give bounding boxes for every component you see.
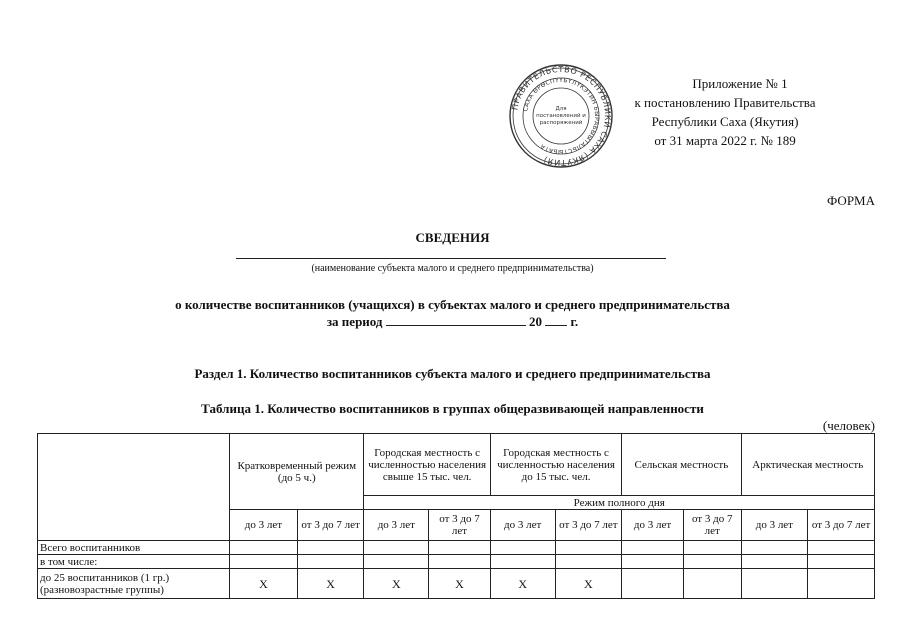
period-blank: [386, 314, 526, 326]
header-arctic: Арктическая местность: [741, 434, 874, 496]
table-cell[interactable]: [808, 569, 875, 599]
header-rural: Сельская местность: [622, 434, 741, 496]
header-urban-large: Городская местность с численностью населения свыше 15 тыс. чел.: [364, 434, 490, 496]
table-cell[interactable]: [741, 569, 808, 599]
x-mark: Х: [297, 569, 364, 599]
x-mark: Х: [230, 569, 298, 599]
year-prefix: 20: [528, 314, 542, 329]
svg-text:Для: Для: [555, 106, 567, 112]
header-age-3to7: от 3 до 7 лет: [808, 510, 875, 541]
x-mark: Х: [429, 569, 491, 599]
table-cell[interactable]: [555, 541, 622, 555]
header-age-under3: до 3 лет: [490, 510, 555, 541]
x-mark: Х: [490, 569, 555, 599]
header-short-stay: Кратковременный режим (до 5 ч.): [230, 434, 364, 510]
x-mark: Х: [555, 569, 622, 599]
table-cell[interactable]: [683, 555, 741, 569]
year-blank: [545, 314, 567, 326]
header-age-3to7: от 3 до 7 лет: [683, 510, 741, 541]
row-label-group1: до 25 воспитанников (1 гр.) (разновозрастные группы): [38, 569, 230, 599]
row-label-including: в том числе:: [38, 555, 230, 569]
table-cell[interactable]: [230, 555, 298, 569]
svg-text:распоряжений: распоряжений: [539, 120, 583, 126]
table-cell[interactable]: [364, 555, 429, 569]
header-full-day: Режим полного дня: [364, 496, 875, 510]
table-cell[interactable]: [741, 555, 808, 569]
svg-text:постановлений и: постановлений и: [536, 113, 586, 119]
table-cell[interactable]: [490, 541, 555, 555]
header-age-3to7: от 3 до 7 лет: [429, 510, 491, 541]
table-cell[interactable]: [429, 555, 491, 569]
header-age-under3: до 3 лет: [741, 510, 808, 541]
header-age-3to7: от 3 до 7 лет: [297, 510, 364, 541]
table-row: [38, 541, 875, 555]
section-title: Раздел 1. Количество воспитанников субъекта малого и среднего предпринимательства: [194, 366, 711, 381]
table-cell[interactable]: [555, 555, 622, 569]
table-row: [38, 555, 875, 569]
row-label-total: Всего воспитанников: [38, 541, 230, 555]
table-cell[interactable]: [429, 541, 491, 555]
document-subtitle: [0, 296, 905, 330]
table-cell[interactable]: [741, 541, 808, 555]
table-cell[interactable]: [230, 541, 298, 555]
table-cell[interactable]: [622, 569, 684, 599]
table-cell[interactable]: [622, 555, 684, 569]
table-cell[interactable]: [297, 555, 364, 569]
form-label: ФОРМА: [827, 193, 875, 208]
svg-text:ПРАВИТЕЛЬСТВО РЕСПУБЛИКИ САХА: ПРАВИТЕЛЬСТВО РЕСПУБЛИКИ САХА (ЯКУТИЯ): [510, 64, 613, 168]
table-cell[interactable]: [490, 555, 555, 569]
official-seal: [508, 63, 614, 169]
appendix-line-1: к постановлению Правительства: [634, 95, 816, 110]
appendix-block: [605, 74, 845, 150]
table-title: Таблица 1. Количество воспитанников в группах общеразвивающей направленности: [201, 401, 704, 416]
entity-name-line: [236, 258, 666, 259]
appendix-line-3: от 31 марта 2022 г. № 189: [654, 133, 796, 148]
table-cell[interactable]: [683, 541, 741, 555]
table-cell[interactable]: [364, 541, 429, 555]
header-age-under3: до 3 лет: [622, 510, 684, 541]
header-empty-cell: [38, 434, 230, 541]
entity-name-caption: (наименование субъекта малого и среднего предпринимательства): [311, 263, 594, 274]
header-age-under3: до 3 лет: [364, 510, 429, 541]
period-prefix: за период: [326, 314, 383, 329]
pupils-table: [37, 433, 875, 599]
year-suffix: г.: [570, 314, 579, 329]
appendix-line-2: Республики Саха (Якутия): [651, 114, 799, 129]
table-cell[interactable]: [808, 541, 875, 555]
subtitle-period-line: [0, 313, 905, 330]
table-cell[interactable]: [683, 569, 741, 599]
subtitle-line-1: о количестве воспитанников (учащихся) в субъектах малого и среднего предпринимательства: [175, 297, 730, 312]
header-urban-small: Городская местность с численностью населения до 15 тыс. чел.: [490, 434, 621, 496]
svg-text:САХА ӨРӨСПҮҮБҮЛҮКЭТИН БЫРАБЫЫТ: САХА ӨРӨСПҮҮБҮЛҮКЭТИН БЫРАБЫЫТАЛЬСТЫБАТА: [522, 76, 601, 156]
table-cell[interactable]: [808, 555, 875, 569]
table-cell[interactable]: [622, 541, 684, 555]
x-mark: Х: [364, 569, 429, 599]
header-age-under3: до 3 лет: [230, 510, 298, 541]
unit-label: (человек): [822, 418, 875, 433]
table-cell[interactable]: [297, 541, 364, 555]
table-row: [38, 569, 875, 599]
appendix-title: Приложение № 1: [692, 76, 788, 91]
header-age-3to7: от 3 до 7 лет: [555, 510, 622, 541]
document-heading: СВЕДЕНИЯ: [415, 230, 490, 245]
